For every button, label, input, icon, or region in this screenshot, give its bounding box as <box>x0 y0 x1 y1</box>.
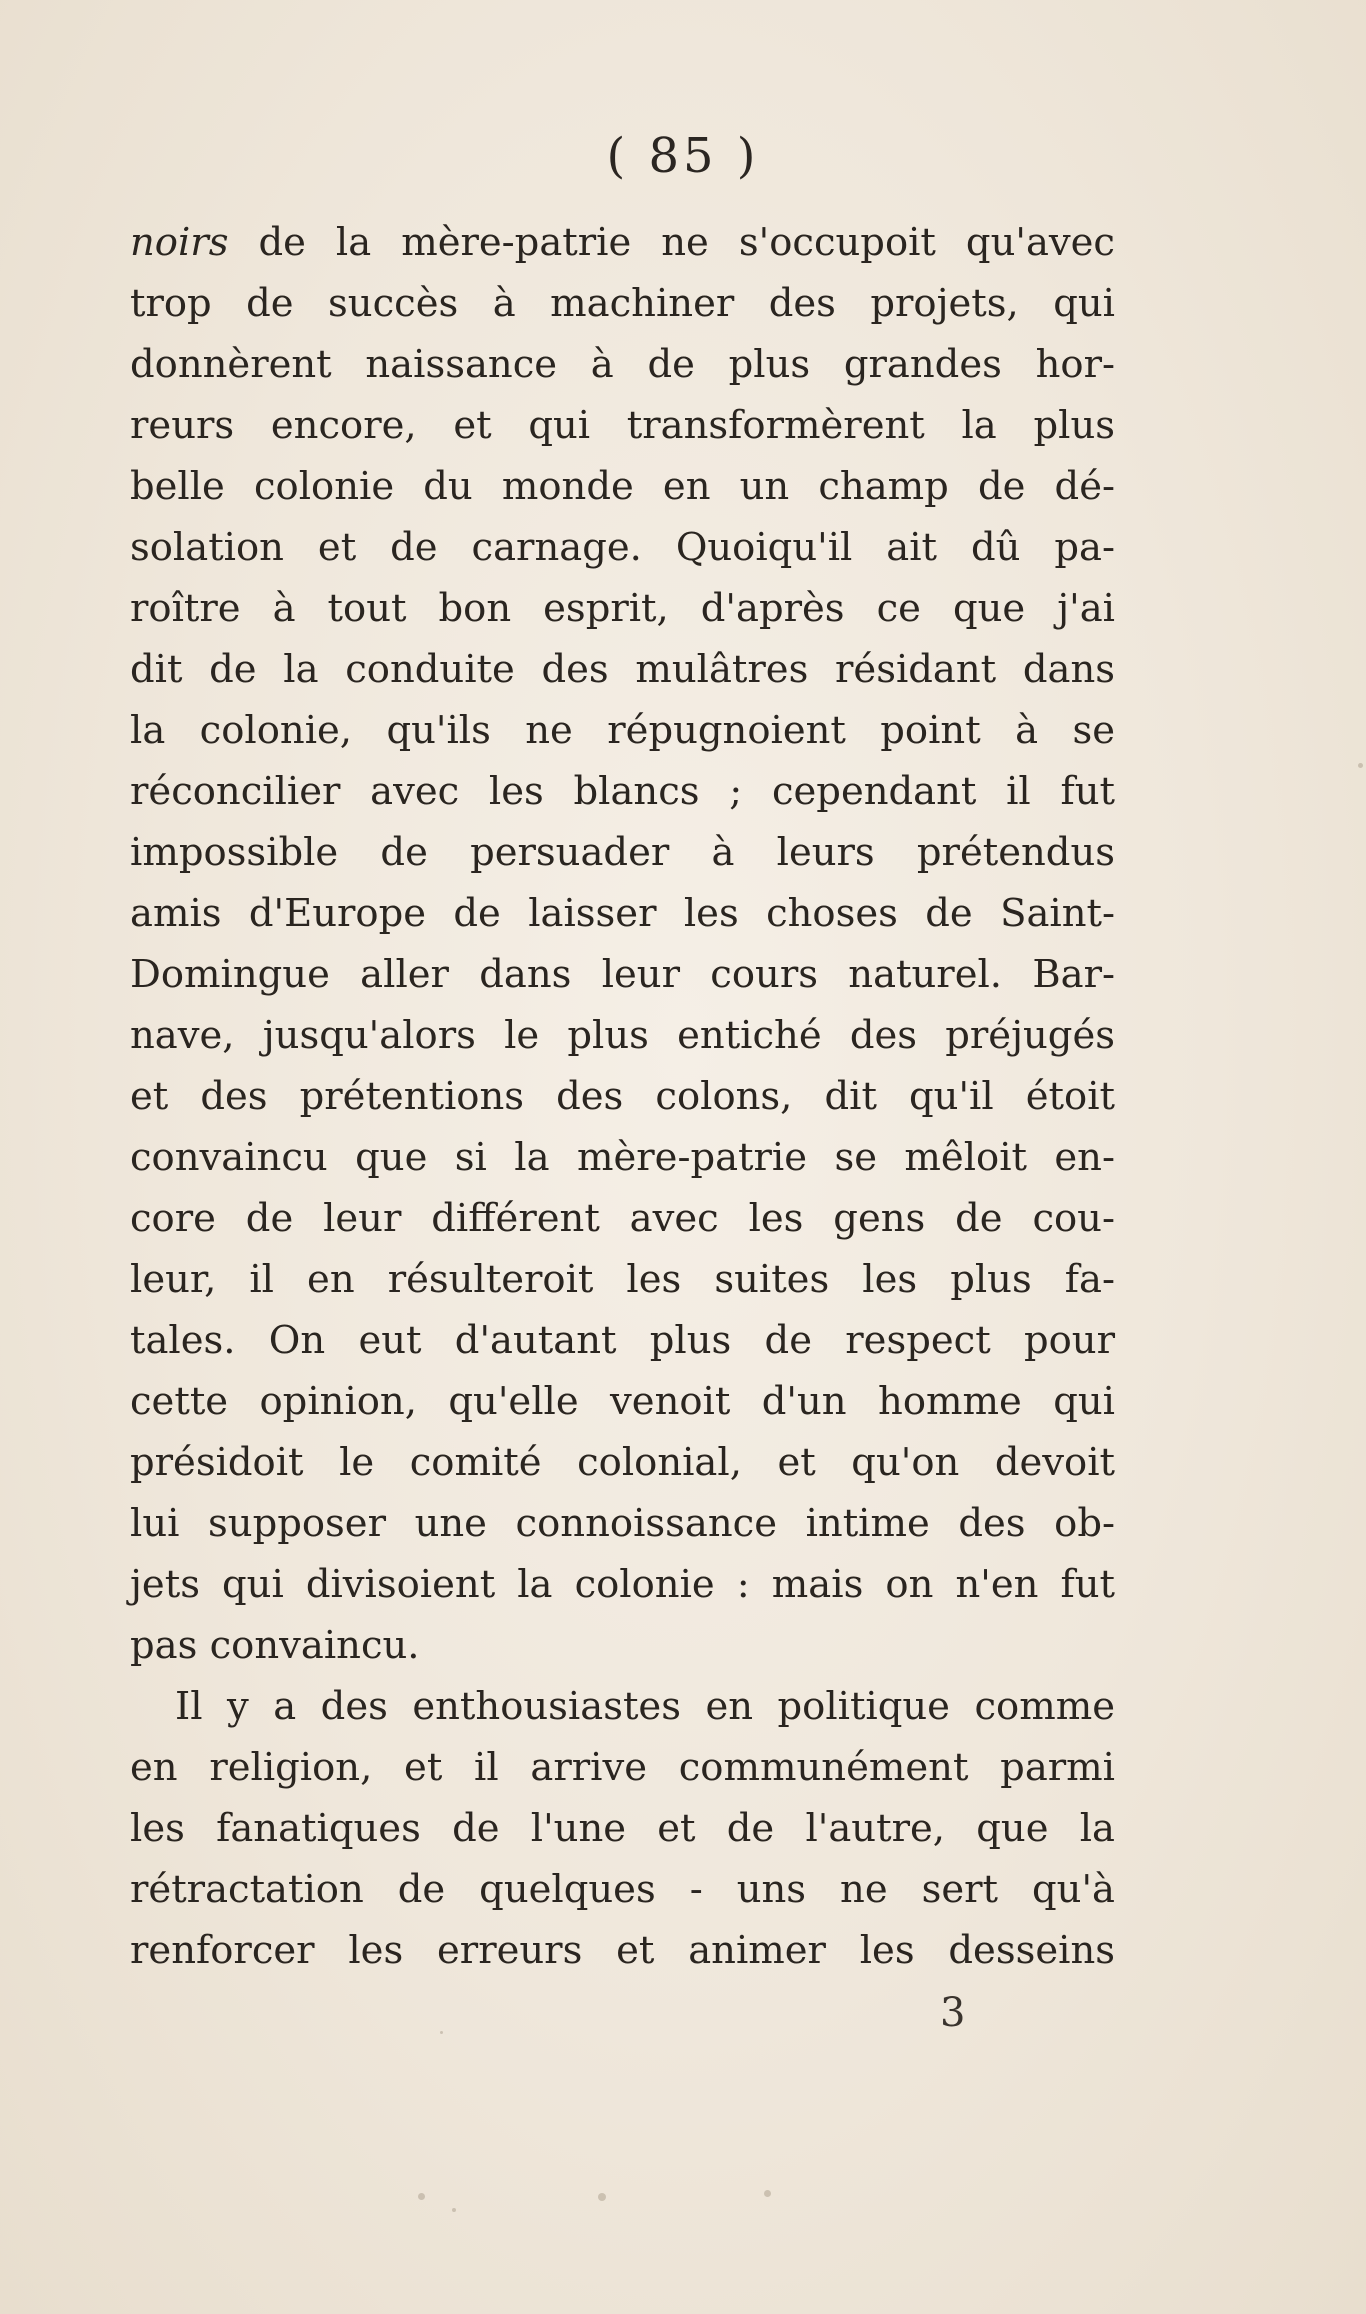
text-line: convaincu que si la mère-patrie se mêloit en- <box>130 1135 1115 1180</box>
text-line: les fanatiques de l'une et de l'autre, que la <box>130 1806 1115 1851</box>
text-line: core de leur différent avec les gens de cou- <box>130 1196 1115 1241</box>
text-line: réconcilier avec les blancs ; cependant il fut <box>130 769 1115 814</box>
text-line <box>130 212 1115 273</box>
text-line: nave, jusqu'alors le plus entiché des préjugés <box>130 1013 1115 1058</box>
text-line: impossible de persuader à leurs prétendus <box>130 830 1115 875</box>
text-line: rétractation de quelques - uns ne sert qu'à <box>130 1867 1115 1912</box>
text-line: donnèrent naissance à de plus grandes hor- <box>130 342 1115 387</box>
text-line: lui supposer une connoissance intime des ob- <box>130 1501 1115 1546</box>
text-line-paragraph-start: Il y a des enthousiastes en politique comme <box>175 1684 1115 1729</box>
text-line: leur, il en résulteroit les suites les plus fa- <box>130 1257 1115 1302</box>
text-line: jets qui divisoient la colonie : mais on n'en fut <box>130 1562 1115 1607</box>
line-text-end: de la mère-patrie ne s'occupoit qu'avec <box>228 220 1115 265</box>
text-line: la colonie, qu'ils ne répugnoient point à se <box>130 708 1115 753</box>
paper-speck <box>440 2031 443 2034</box>
text-line: roître à tout bon esprit, d'après ce que j'ai <box>130 586 1115 631</box>
text-line: présidoit le comité colonial, et qu'on devoit <box>130 1440 1115 1485</box>
text-line: dit de la conduite des mulâtres résidant dans <box>130 647 1115 692</box>
text-line: amis d'Europe de laisser les choses de Saint- <box>130 891 1115 936</box>
italic-word: noirs <box>130 220 229 265</box>
text-line: renforcer les erreurs et animer les desseins <box>130 1928 1115 1973</box>
text-line: et des prétentions des colons, dit qu'il étoit <box>130 1074 1115 1119</box>
paper-speck <box>452 2208 456 2212</box>
text-line: trop de succès à machiner des projets, qui <box>130 281 1115 326</box>
body-text <box>130 212 1115 1981</box>
text-line: en religion, et il arrive communément parmi <box>130 1745 1115 1790</box>
text-line: tales. On eut d'autant plus de respect pour <box>130 1318 1115 1363</box>
text-line: Domingue aller dans leur cours naturel. Bar- <box>130 952 1115 997</box>
text-line: solation et de carnage. Quoiqu'il ait dû pa- <box>130 525 1115 570</box>
paper-speck <box>764 2190 771 2197</box>
text-line: belle colonie du monde en un champ de dé- <box>130 464 1115 509</box>
paper-speck <box>1358 763 1363 768</box>
page-number: ( 85 ) <box>606 128 760 184</box>
text-line: cette opinion, qu'elle venoit d'un homme qui <box>130 1379 1115 1424</box>
signature-mark: 3 <box>940 1990 966 2036</box>
paper-speck <box>418 2193 425 2200</box>
text-line: reurs encore, et qui transformèrent la plus <box>130 403 1115 448</box>
text-line-paragraph-end: pas convaincu. <box>130 1623 420 1668</box>
paper-speck <box>598 2193 606 2201</box>
